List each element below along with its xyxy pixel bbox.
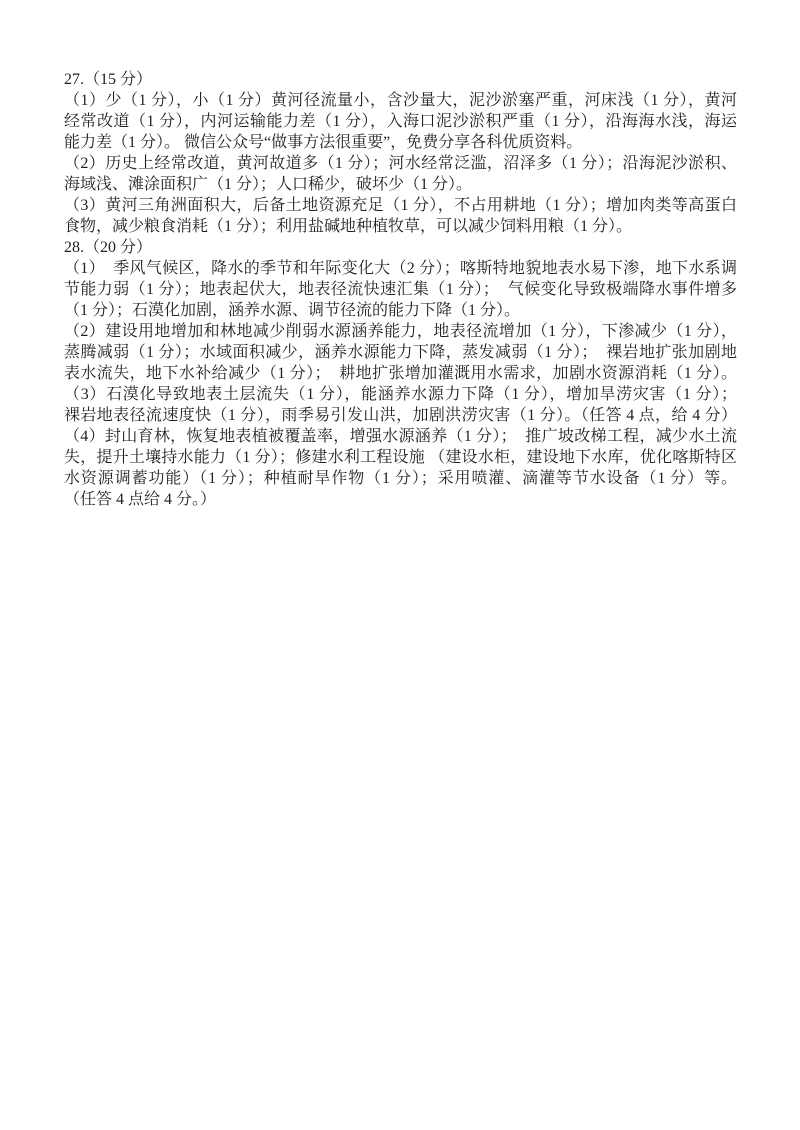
answer-line: 表水流失，地下水补给减少（1 分）； 耕地扩张增加灌溉用水需求，加剧水资源消耗（1 分）。 xyxy=(64,365,737,382)
answer-line: 失，提升土壤持水能力（1 分）；修建水利工程设施 （建设水柜，建设地下水库，优化喀斯特区 xyxy=(64,449,737,466)
question-heading-27: 27.（15 分） xyxy=(64,71,153,88)
answer-line: （3）黄河三角洲面积大，后备土地资源充足（1 分），不占用耕地（1 分）；增加肉类等高蛋白 xyxy=(64,197,737,214)
answer-section-27 xyxy=(64,69,737,237)
answer-line: （任答 4 点给 4 分。） xyxy=(64,491,217,508)
answer-line: 经常改道（1 分），内河运输能力差（1 分），入海口泥沙淤积严重（1 分），沿海海水浅，海运 xyxy=(64,113,737,130)
answer-line: （1 分）；石漠化加剧，涵养水源、调节径流的能力下降（1 分）。 xyxy=(64,302,521,319)
answer-line: 蒸腾减弱（1 分）；水域面积减少，涵养水源能力下降，蒸发减弱（1 分）； 裸岩地扩张加剧地 xyxy=(64,344,737,361)
answer-line: 节能力弱（1 分）；地表起伏大，地表径流快速汇集（1 分）； 气候变化导致极端降水事件增多 xyxy=(64,281,737,298)
answer-line: （3）石漠化导致地表土层流失（1 分），能涵养水源力下降（1 分），增加旱涝灾害（1 分）； xyxy=(64,386,737,403)
answer-line: （2）建设用地增加和林地减少削弱水源涵养能力，地表径流增加（1 分），下渗减少（1 分）， xyxy=(64,323,737,340)
answer-line: 水资源调蓄功能）（1 分）；种植耐旱作物（1 分）；采用喷灌、滴灌等节水设备（1 分）等。 xyxy=(64,470,737,487)
answer-line: 裸岩地表径流速度快（1 分），雨季易引发山洪，加剧洪涝灾害（1 分）。（任答 4 点，给 4 分） xyxy=(64,407,737,424)
answer-line: 海域浅、滩涂面积广（1 分）；人口稀少，破坏少（1 分）。 xyxy=(64,176,473,193)
answer-section-28 xyxy=(64,237,737,510)
answer-line: 食物，减少粮食消耗（1 分）；利用盐碱地种植牧草，可以减少饲料用粮（1 分）。 xyxy=(64,218,633,235)
answer-line: （2）历史上经常改道，黄河故道多（1 分）；河水经常泛滥，沼泽多（1 分）；沿海泥沙淤积、 xyxy=(64,155,737,172)
answer-line: （1）少（1 分），小（1 分）黄河径流量小，含沙量大，泥沙淤塞严重，河床浅（1 分），黄河 xyxy=(64,92,737,109)
question-heading-28: 28.（20 分） xyxy=(64,239,153,256)
answer-line: 能力差（1 分）。 微信公众号“做事方法很重要”，免费分享各科优质资料。 xyxy=(64,134,583,151)
document-body xyxy=(64,69,737,510)
answer-line: （1） 季风气候区，降水的季节和年际变化大（2 分）；喀斯特地貌地表水易下渗，地下水系调 xyxy=(64,260,737,277)
answer-line: （4）封山育林，恢复地表植被覆盖率，增强水源涵养（1 分）； 推广坡改梯工程，减少水土流 xyxy=(64,428,737,445)
